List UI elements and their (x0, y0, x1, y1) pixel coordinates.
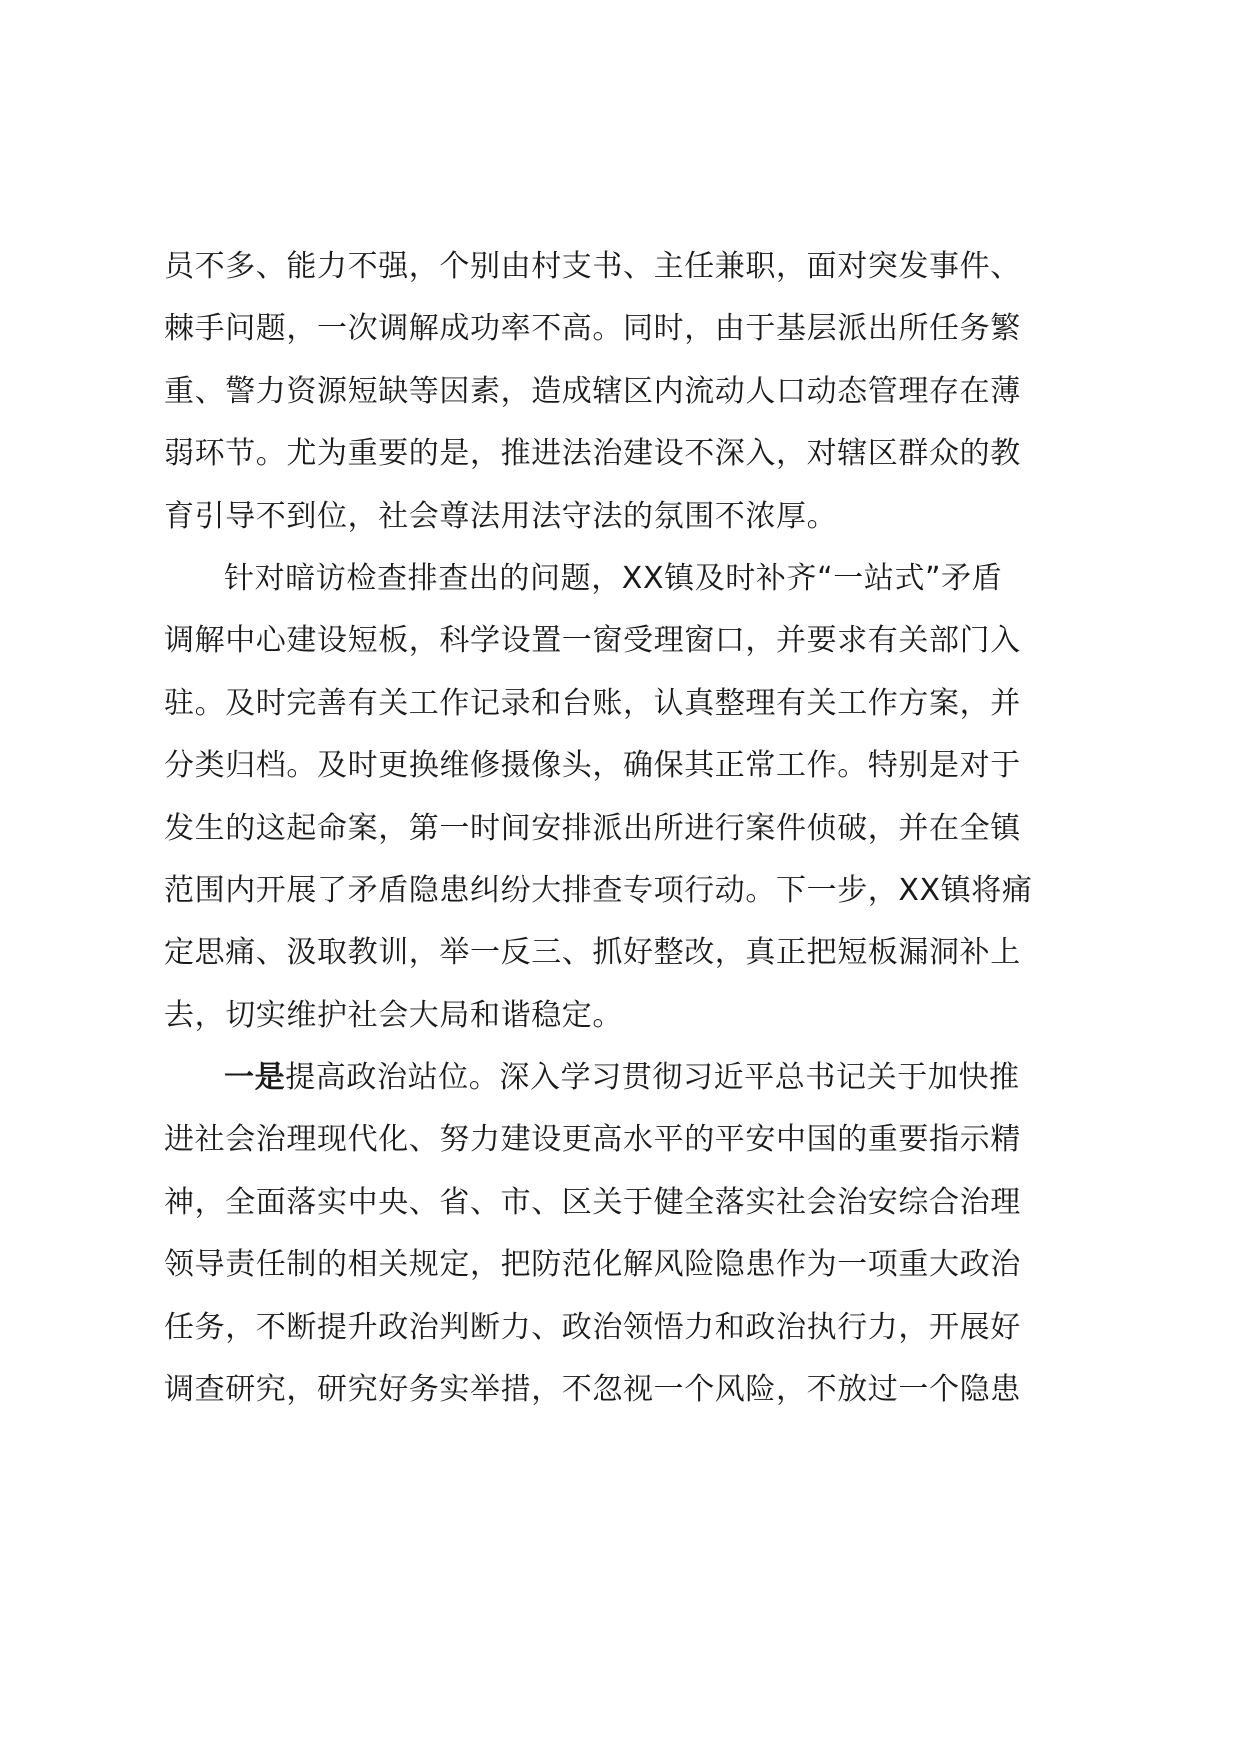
text-line: 育引导不到位，社会尊法用法守法的氛围不浓厚。 (164, 498, 838, 534)
text-line: 重、警力资源短缺等因素，造成辖区内流动人口动态管理存在薄 (164, 373, 1021, 409)
text-line: 针对暗访检查排查出的问题，XX镇及时补齐“一站式”矛盾 (224, 560, 1003, 596)
text-line: 范围内开展了矛盾隐患纠纷大排查专项行动。下一步，XX镇将痛 (164, 872, 1033, 908)
document-body (164, 236, 1104, 1421)
paragraph-lead-rest: 提高政治站位。深入学习贯彻习近平总书记关于加快推 (285, 1060, 1020, 1096)
paragraph-1 (164, 236, 1104, 548)
text-line: 发生的这起命案，第一时间安排派出所进行案件侦破，并在全镇 (164, 810, 1021, 846)
text-line: 员不多、能力不强，个别由村支书、主任兼职，面对突发事件、 (164, 249, 1021, 284)
paragraph-3 (164, 1047, 1104, 1421)
paragraph-lead-bold: 一是 (224, 1060, 286, 1096)
text-line: 驻。及时完善有关工作记录和台账，认真整理有关工作方案，并 (164, 685, 1021, 721)
text-line: 棘手问题，一次调解成功率不高。同时，由于基层派出所任务繁 (164, 311, 1021, 347)
text-line: 进社会治理现代化、努力建设更高水平的平安中国的重要指示精 (164, 1122, 1021, 1158)
text-line: 弱环节。尤为重要的是，推进法治建设不深入，对辖区群众的教 (164, 436, 1021, 472)
text-line: 去，切实维护社会大局和谐稳定。 (164, 997, 623, 1033)
text-line: 神，全面落实中央、省、市、区关于健全落实社会治安综合治理 (164, 1184, 1021, 1220)
text-line: 定思痛、汲取教训，举一反三、抓好整改，真正把短板漏洞补上 (164, 935, 1021, 971)
paragraph-2 (164, 548, 1104, 1047)
text-line: 调查研究，研究好务实举措，不忽视一个风险，不放过一个隐患 (164, 1372, 1021, 1408)
text-line: 任务，不断提升政治判断力、政治领悟力和政治执行力，开展好 (164, 1309, 1021, 1345)
text-line: 分类归档。及时更换维修摄像头，确保其正常工作。特别是对于 (164, 748, 1021, 784)
text-line: 调解中心建设短板，科学设置一窗受理窗口，并要求有关部门入 (164, 623, 1021, 659)
text-line (164, 1047, 1104, 1109)
text-line: 领导责任制的相关规定，把防范化解风险隐患作为一项重大政治 (164, 1247, 1021, 1283)
